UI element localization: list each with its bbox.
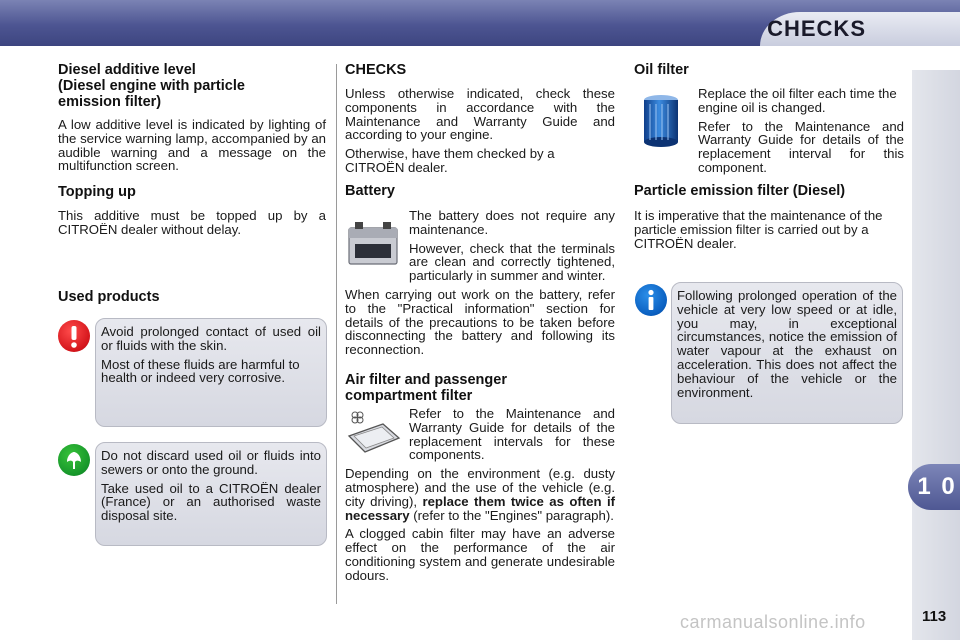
- air-filter-section: [345, 372, 615, 588]
- info-callout: [671, 282, 903, 424]
- used-products-heading: Used products: [58, 288, 160, 305]
- air-filter-text-2: Depending on the environment (e.g. dusty atmosphere) and the use of the vehicle (e.g. city driving), replace them twice as often if necessary (refer to the "Engines" paragraph).: [345, 466, 615, 523]
- diesel-additive-text: A low additive level is indicated by lighting of the service warning lamp, accompanied by an audible warning and a message on the multifunction screen.: [58, 117, 326, 174]
- battery-icon: [345, 216, 401, 268]
- battery-text-2: However, check that the terminals are clean and correctly tightened, particularly in summer and winter.: [409, 240, 615, 284]
- particle-filter-heading: Particle emission filter (Diesel): [634, 183, 846, 199]
- topping-up-heading: Topping up: [58, 184, 136, 201]
- heading-line: compartment filter: [345, 388, 473, 404]
- particle-filter-section: [634, 183, 904, 255]
- eco-callout: [95, 442, 327, 546]
- info-text: Following prolonged operation of the vehicle at very low speed or at idle, you may, in exceptional circumstances, notice the emission of water vapour at the exhaust on acceleration. This does not affect the behaviour of the vehicle or the environment.: [677, 288, 897, 400]
- chapter-strip: [912, 70, 960, 640]
- page-number: 113: [922, 608, 947, 625]
- oil-filter-heading: Oil filter: [634, 62, 689, 78]
- battery-text-3: When carrying out work on the battery, refer to the "Practical information" section for details of the precautions to be taken before disconnecting the battery and following its reconnection.: [345, 286, 615, 358]
- warning-text-1: Avoid prolonged contact of used oil or fluids with the skin.: [101, 324, 321, 353]
- air-filter-icon: [345, 408, 403, 456]
- air-filter-text-3: A clogged cabin filter may have an adverse effect on the performance of the air conditioning system and generate undesirable odours.: [345, 526, 615, 583]
- eco-text-2: Take used oil to a CITROËN dealer (France) or an authorised waste disposal site.: [101, 480, 321, 524]
- warning-exclamation-icon: [58, 320, 90, 352]
- air-filter-text-1: Refer to the Maintenance and Warranty Guide for details of the replacement intervals for these components.: [409, 406, 615, 463]
- eco-text-1: Do not discard used oil or fluids into sewers or onto the ground.: [101, 448, 321, 477]
- battery-text-1: The battery does not require any maintenance.: [409, 208, 615, 237]
- oil-filter-text-2: Refer to the Maintenance and Warranty Guide for details of the replacement interval for this component.: [698, 118, 904, 175]
- heading-line: Diesel additive level: [58, 62, 196, 78]
- oil-filter-icon: [640, 92, 682, 150]
- checks-text-1: Unless otherwise indicated, check these components in accordance with the Maintenance and Warranty Guide and according to your engine.: [345, 86, 615, 143]
- battery-section: [345, 183, 615, 362]
- heading-line: emission filter): [58, 94, 162, 110]
- watermark: carmanualsonline.info: [680, 612, 866, 632]
- checks-heading: CHECKS: [345, 62, 407, 78]
- left-column: [58, 62, 326, 311]
- chapter-badge: 1 0: [908, 464, 960, 510]
- column-divider: [336, 64, 337, 604]
- air-filter-heading: [345, 372, 615, 404]
- heading-line: (Diesel engine with particle: [58, 78, 245, 94]
- recycle-eco-icon: [58, 444, 90, 476]
- particle-filter-text: It is imperative that the maintenance of the particle emission filter is carried out by a CITROËN dealer.: [634, 208, 883, 251]
- warning-text-2: Most of these fluids are harmful to health or indeed very corrosive.: [101, 356, 300, 386]
- diesel-additive-heading: [58, 62, 326, 110]
- checks-text-2: Otherwise, have them checked by a CITROËN dealer.: [345, 146, 555, 175]
- heading-line: Air filter and passenger: [345, 372, 507, 388]
- info-icon: [635, 284, 667, 316]
- oil-filter-text-1: Replace the oil filter each time the engine oil is changed.: [698, 86, 897, 115]
- page-title: CHECKS: [767, 16, 866, 41]
- warning-callout: [95, 318, 327, 427]
- middle-column: [345, 62, 615, 180]
- topping-up-text: This additive must be topped up by a CITROËN dealer without delay.: [58, 208, 326, 237]
- battery-heading: Battery: [345, 183, 395, 199]
